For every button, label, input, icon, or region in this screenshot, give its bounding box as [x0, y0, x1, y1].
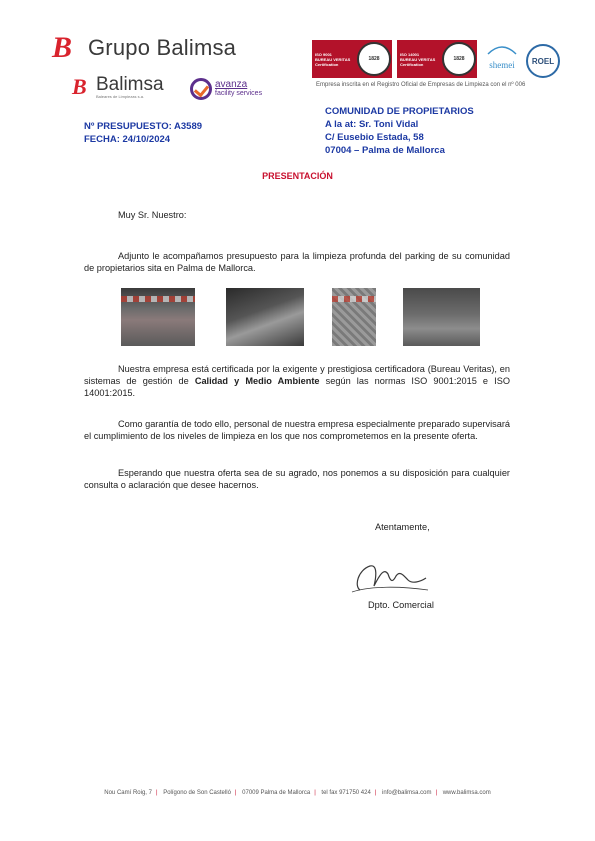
- paragraph-certification-bold: Calidad y Medio Ambiente: [194, 376, 320, 386]
- cert2-line3: Certification: [400, 61, 424, 67]
- paragraph-closing: [84, 467, 510, 491]
- budget-number: Nº PRESUPUESTO: A3589: [84, 121, 203, 132]
- seal-text: 1828: [368, 56, 380, 62]
- registry-note: Empresa inscrita en el Registro Oficial de Empresas de Limpieza con el nº 006: [316, 82, 526, 88]
- paragraph-intro-text: Adjunto le acompañamos presupuesto para la limpieza profunda del parking de su comunidad de propietarios sita en Palma de Mallorca.: [84, 251, 510, 273]
- footer-city: 07009 Palma de Mallorca: [242, 790, 311, 796]
- avanza-name: avanza: [215, 79, 248, 90]
- section-title: PRESENTACIÓN: [262, 171, 333, 181]
- closing-salutation: Atentamente,: [375, 522, 430, 532]
- roel-text: ROEL: [531, 56, 555, 66]
- seal-text: 1828: [453, 56, 465, 62]
- balimsa-b-icon: B: [52, 31, 73, 64]
- shemei-logo: [484, 42, 520, 78]
- paragraph-guarantee: [84, 418, 510, 442]
- footer-contact: Nou Camí Roig, 7 | Polígono de Son Castelló | 07009 Palma de Mallorca | tel fax 971750 424 | info@balimsa.com | www.balimsa.com: [104, 790, 491, 796]
- footer-website: www.balimsa.com: [442, 790, 491, 796]
- recipient-line3: C/ Eusebio Estada, 58: [325, 132, 424, 143]
- bureau-veritas-seal-icon: [357, 42, 391, 76]
- iso-14001-certificate-badge: [397, 40, 477, 78]
- parking-photo: [226, 288, 304, 346]
- brand-sub-name: Balimsa: [96, 74, 164, 95]
- handwritten-signature: [350, 556, 430, 598]
- bureau-veritas-seal-icon: [442, 42, 476, 76]
- cert2-line1: ISO 14001: [400, 51, 420, 57]
- parking-photo: [332, 288, 376, 346]
- paragraph-guarantee-text: Como garantía de todo ello, personal de nuestra empresa especialmente preparado supervisará el cumplimiento de los niveles de limpieza en los que nos comprometemos en la presente oferta.: [84, 419, 510, 441]
- recipient-line4: 07004 – Palma de Mallorca: [325, 145, 445, 156]
- footer-email: info@balimsa.com: [382, 790, 432, 796]
- footer-estate: Polígono de Son Castelló: [163, 790, 231, 796]
- budget-date: FECHA: 24/10/2024: [84, 134, 171, 145]
- paragraph-closing-text: Esperando que nuestra oferta sea de su agrado, nos ponemos a su disposición para cualquier consulta o aclaración que desee hacernos.: [84, 468, 510, 490]
- department: Dpto. Comercial: [368, 600, 434, 610]
- brand-sub-tagline: Baleares de Limpiezas s.a.: [96, 94, 145, 99]
- paragraph-intro: [84, 250, 510, 274]
- footer-address: Nou Camí Roig, 7: [104, 790, 152, 796]
- parking-photo: [121, 288, 195, 346]
- budget-info: [84, 120, 202, 146]
- paragraph-certification-text-a: Nuestra empresa está certificada por la exigente y prestigiosa certificadora (Bureau Veritas), en sistemas de gestión de: [84, 364, 510, 386]
- cert1-line2: BUREAU VERITAS: [315, 56, 351, 62]
- paragraph-certification-text-b: según las normas ISO 9001:2015 e ISO 14001:2015.: [84, 376, 510, 398]
- recipient-address: [325, 105, 474, 157]
- iso-9001-certificate-badge: [312, 40, 392, 78]
- shemei-name: shemei: [489, 60, 515, 70]
- cert1-line3: Certification: [315, 61, 339, 67]
- recipient-line2: A la at: Sr. Toni Vidal: [325, 119, 419, 130]
- paragraph-certification: [84, 363, 510, 399]
- avanza-logo: [190, 78, 262, 100]
- cert2-line2: BUREAU VERITAS: [400, 56, 436, 62]
- avanza-check-icon: [190, 78, 212, 100]
- balimsa-b-icon: B: [72, 74, 87, 99]
- roel-logo: [526, 44, 560, 78]
- brand-main-name: Grupo Balimsa: [88, 35, 237, 60]
- recipient-line1: COMUNIDAD DE PROPIETARIOS: [325, 106, 474, 117]
- avanza-sub: facility services: [215, 90, 263, 97]
- footer-phone: tel fax 971750 424: [321, 790, 371, 796]
- grupo-balimsa-logo: [52, 31, 237, 64]
- shemei-arc-icon: [485, 43, 519, 55]
- parking-photo: [403, 288, 480, 346]
- cert1-line1: ISO 9001: [315, 51, 332, 57]
- salutation: Muy Sr. Nuestro:: [118, 210, 187, 220]
- balimsa-logo: [72, 76, 164, 99]
